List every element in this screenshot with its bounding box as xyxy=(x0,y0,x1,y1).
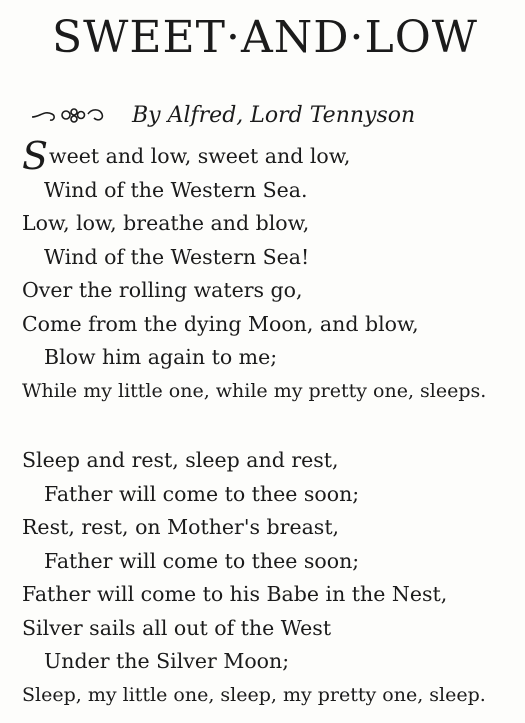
poem-line: Wind of the Western Sea. xyxy=(44,177,308,202)
poem-line xyxy=(22,134,522,178)
poem-line: While my little one, while my pretty one, sleeps. xyxy=(22,379,487,402)
poem-line: Blow him again to me; xyxy=(44,345,278,369)
poem-line: Rest, rest, on Mother's breast, xyxy=(22,515,340,539)
poem-line: Father will come to thee soon; xyxy=(44,481,360,506)
poem-line: Over the rolling waters go, xyxy=(22,278,303,302)
poem-line-text: weet and low, sweet and low, xyxy=(49,144,351,168)
poem-line: Wind of the Western Sea! xyxy=(44,244,310,269)
floral-ornament-icon xyxy=(30,104,110,126)
stanza-1 xyxy=(22,134,522,408)
poem-line: Sleep, my little one, sleep, my pretty one, sleep. xyxy=(22,683,486,706)
poem-line: Under the Silver Moon; xyxy=(44,649,290,673)
stanza-2 xyxy=(22,444,522,712)
poem-line: Father will come to his Babe in the Nest, xyxy=(22,582,448,606)
drop-cap: S xyxy=(22,134,49,178)
poem-line: Father will come to thee soon; xyxy=(44,548,360,573)
byline-row xyxy=(30,100,415,130)
author-byline: By Alfred, Lord Tennyson xyxy=(132,102,416,128)
poem-line: Come from the dying Moon, and blow, xyxy=(22,311,419,336)
poem-line: Sleep and rest, sleep and rest, xyxy=(22,448,339,472)
poem-title: SWEET·AND·LOW xyxy=(52,12,478,63)
poem-line: Low, low, breathe and blow, xyxy=(22,211,310,235)
poem-line: Silver sails all out of the West xyxy=(22,615,332,640)
